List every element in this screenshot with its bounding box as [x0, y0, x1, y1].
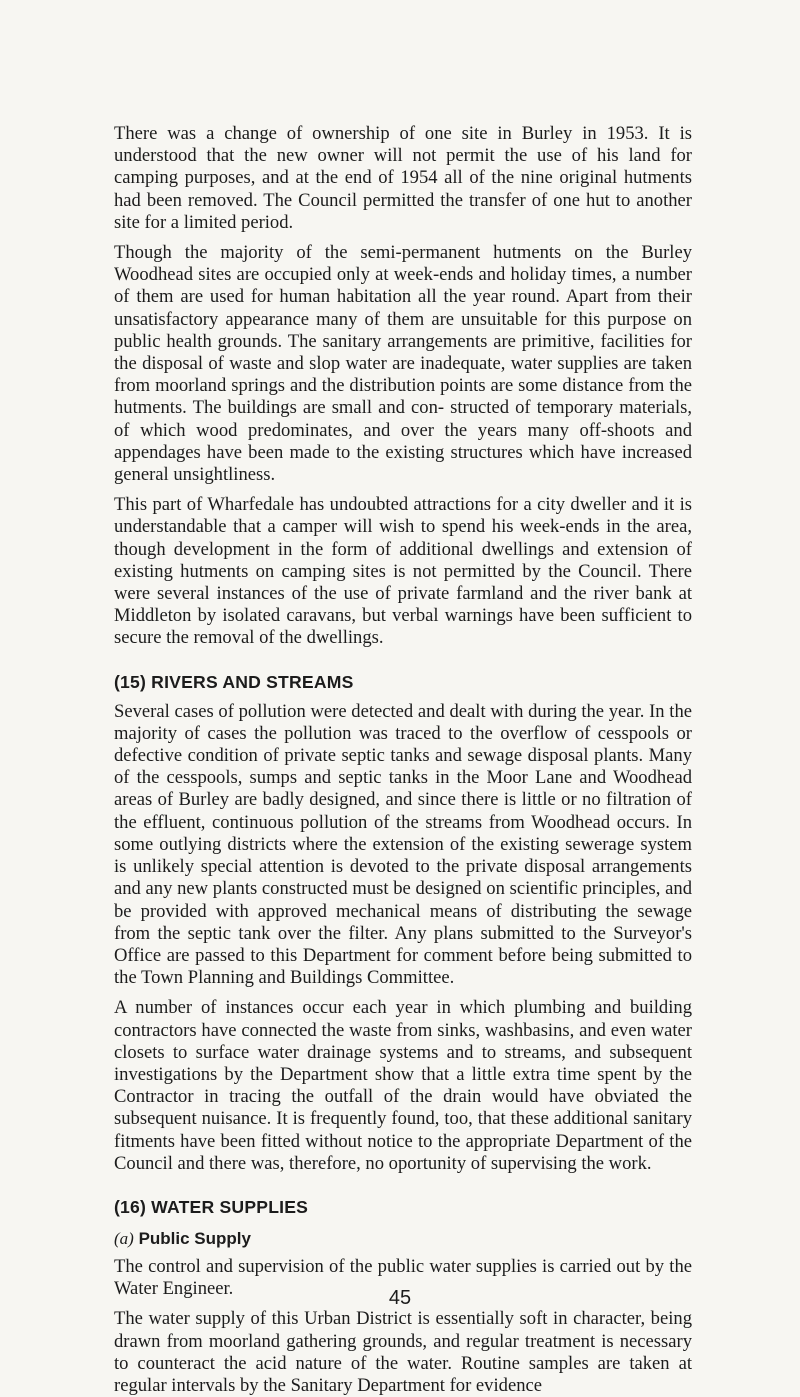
water-paragraph-2: The water supply of this Urban District is essentially soft in character, being drawn from moorland gathering grounds, and regular treatment is necessary to counteract the acid nature of the water. Routine samples are taken at regular intervals by the Sanitary Department for evidence	[114, 1308, 692, 1396]
intro-paragraph-1: There was a change of ownership of one site in Burley in 1953. It is understood that the new owner will not permit the use of his land for camping purposes, and at the end of 1954 all of the nine original hutments had been removed. The Council permitted the transfer of one hut to another site for a limited period.	[114, 123, 692, 233]
water-paragraph-1: The control and supervision of the public water supplies is carried out by the Water Engineer.	[114, 1255, 692, 1300]
intro-paragraph-3: This part of Wharfedale has undoubted attractions for a city dweller and it is understandable that a camper will wish to spend his week-ends in the area, though development in the form of additional dwellings and extension of existing hutments on camping sites is not permitted by the Council. There were several instances of the use of private farmland and the river bank at Middleton by isolated caravans, but verbal warnings have been sufficient to secure the removal of the dwellings.	[114, 494, 692, 649]
rivers-paragraph-2: A number of instances occur each year in which plumbing and building contractors have connected the waste from sinks, washbasins, and even water closets to surface water drainage systems and to streams, and subsequent investigations by the Department show that a little extra time spent by the Contractor in tracing the outfall of the drain would have obviated the subsequent nuisance. It is frequently found, too, that these additional sanitary fitments have been fitted without notice to the appropriate Department of the Council and there was, therefore, no oportunity of supervising the work.	[114, 997, 692, 1174]
subheading-public-supply	[114, 1228, 692, 1250]
section-heading-water-supplies: (16) WATER SUPPLIES	[114, 1196, 309, 1217]
subheading-letter: (a)	[114, 1228, 134, 1248]
rivers-paragraph-1: Several cases of pollution were detected and dealt with during the year. In the majority of cases the pollution was traced to the overflow of cesspools or defective condition of private septic tanks and sewage disposal plants. Many of the cesspools, sumps and septic tanks in the Moor Lane and Woodhead areas of Burley are badly designed, and since there is little or no filtration of the effluent, continuous pollution of the streams from Woodhead occurs. In some outlying districts where the extension of the existing sewerage system is unlikely special attention is devoted to the private disposal arrangements and any new plants constructed must be designed on scientific principles, and be provided with approved mechanical means of distributing the sewage from the septic tank over the filter. Any plans submitted to the Surveyor's Office are passed to this Department for comment before being submitted to the Town Planning and Buildings Committee.	[114, 700, 692, 989]
section-heading-rivers-and-streams: (15) RIVERS AND STREAMS	[114, 671, 354, 692]
subheading-title: Public Supply	[138, 1228, 251, 1248]
intro-paragraph-2: Though the majority of the semi-permanent hutments on the Burley Woodhead sites are occupied only at week-ends and holiday times, a number of them are used for human habitation all the year round. Apart from their unsatisfactory appearance many of them are unsuitable for this purpose on public health grounds. The sanitary arrangements are primitive, facilities for the disposal of waste and slop water are inadequate, water supplies are taken from moorland springs and the distribution points are some distance from the hutments. The buildings are small and con- structed of temporary materials, of which wood predominates, and over the years many off-shoots and appendages have been made to the existing structures which have increased general unsightliness.	[114, 242, 692, 486]
page-number: 45	[388, 1287, 412, 1309]
